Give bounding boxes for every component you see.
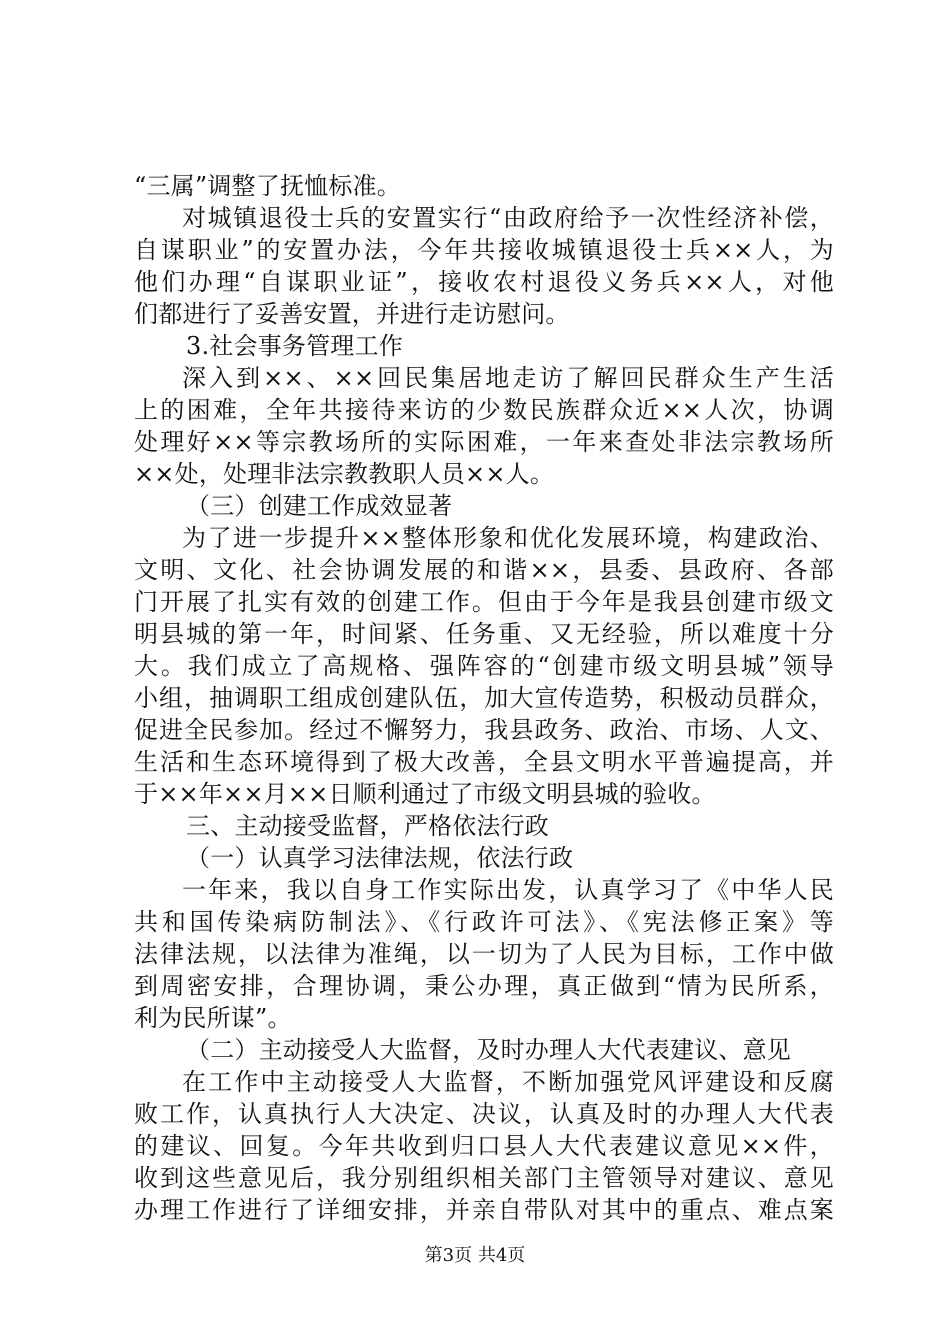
section-heading: （一）认真学习法律法规，依法行政 — [186, 844, 574, 872]
text-line: 的建议、回复。今年共收到归口县人大代表建议意见××件， — [134, 1132, 834, 1160]
text-line: 利为民所谋”。 — [134, 1004, 292, 1032]
text-line: 他们办理“自谋职业证”，接收农村退役义务兵××人，对他 — [134, 268, 834, 296]
text-line: 处理好××等宗教场所的实际困难，一年来查处非法宗教场所 — [134, 428, 834, 456]
text-line: 促进全民参加。经过不懈努力，我县政务、政治、市场、人文、 — [134, 716, 834, 744]
text-line: 于××年××月××日顺利通过了市级文明县城的验收。 — [134, 780, 716, 808]
page-number-footer: 第3页 共4页 — [424, 1245, 526, 1266]
text-line: 明县城的第一年，时间紧、任务重、又无经验，所以难度十分 — [134, 620, 834, 648]
text-line: 办理工作进行了详细安排，并亲自带队对其中的重点、难点案 — [134, 1196, 834, 1224]
text-line: 收到这些意见后，我分别组织相关部门主管领导对建议、意见 — [134, 1164, 834, 1192]
text-line: “三属”调整了抚恤标准。 — [134, 172, 401, 200]
text-line: 共和国传染病防制法》、《行政许可法》、《宪法修正案》等 — [134, 908, 834, 936]
text-line: 深入到××、××回民集居地走访了解回民群众生产生活 — [182, 364, 834, 392]
text-line: 到周密安排，合理协调，秉公办理，真正做到“情为民所系， — [134, 972, 834, 1000]
section-heading: 3.社会事务管理工作 — [186, 332, 403, 360]
text-line: 们都进行了妥善安置，并进行走访慰问。 — [134, 300, 570, 328]
text-line: 门开展了扎实有效的创建工作。但由于今年是我县创建市级文 — [134, 588, 834, 616]
text-line: 对城镇退役士兵的安置实行“由政府给予一次性经济补偿， — [182, 204, 834, 232]
text-line: 败工作，认真执行人大决定、决议，认真及时的办理人大代表 — [134, 1100, 834, 1128]
text-line: 自谋职业”的安置办法，今年共接收城镇退役士兵××人，为 — [134, 236, 834, 264]
section-heading: （二）主动接受人大监督，及时办理人大代表建议、意见 — [186, 1036, 791, 1064]
text-line: 上的困难，全年共接待来访的少数民族群众近××人次，协调 — [134, 396, 834, 424]
text-line: 大。我们成立了高规格、强阵容的“创建市级文明县城”领导 — [134, 652, 834, 680]
section-heading: 三、主动接受监督，严格依法行政 — [186, 812, 549, 840]
text-line: 为了进一步提升××整体形象和优化发展环境，构建政治、 — [182, 524, 834, 552]
section-heading: （三）创建工作成效显著 — [186, 492, 453, 520]
text-line: 法律法规，以法律为准绳，以一切为了人民为目标，工作中做 — [134, 940, 834, 968]
text-line: 在工作中主动接受人大监督，不断加强党风评建设和反腐 — [182, 1068, 834, 1096]
text-line: 生活和生态环境得到了极大改善，全县文明水平普遍提高，并 — [134, 748, 834, 776]
text-line: ××处，处理非法宗教教职人员××人。 — [134, 460, 555, 488]
text-line: 小组，抽调职工组成创建队伍，加大宣传造势，积极动员群众， — [134, 684, 834, 712]
text-line: 一年来，我以自身工作实际出发，认真学习了《中华人民 — [182, 876, 834, 904]
document-body — [134, 170, 834, 1226]
text-line: 文明、文化、社会协调发展的和谐××，县委、县政府、各部 — [134, 556, 834, 584]
